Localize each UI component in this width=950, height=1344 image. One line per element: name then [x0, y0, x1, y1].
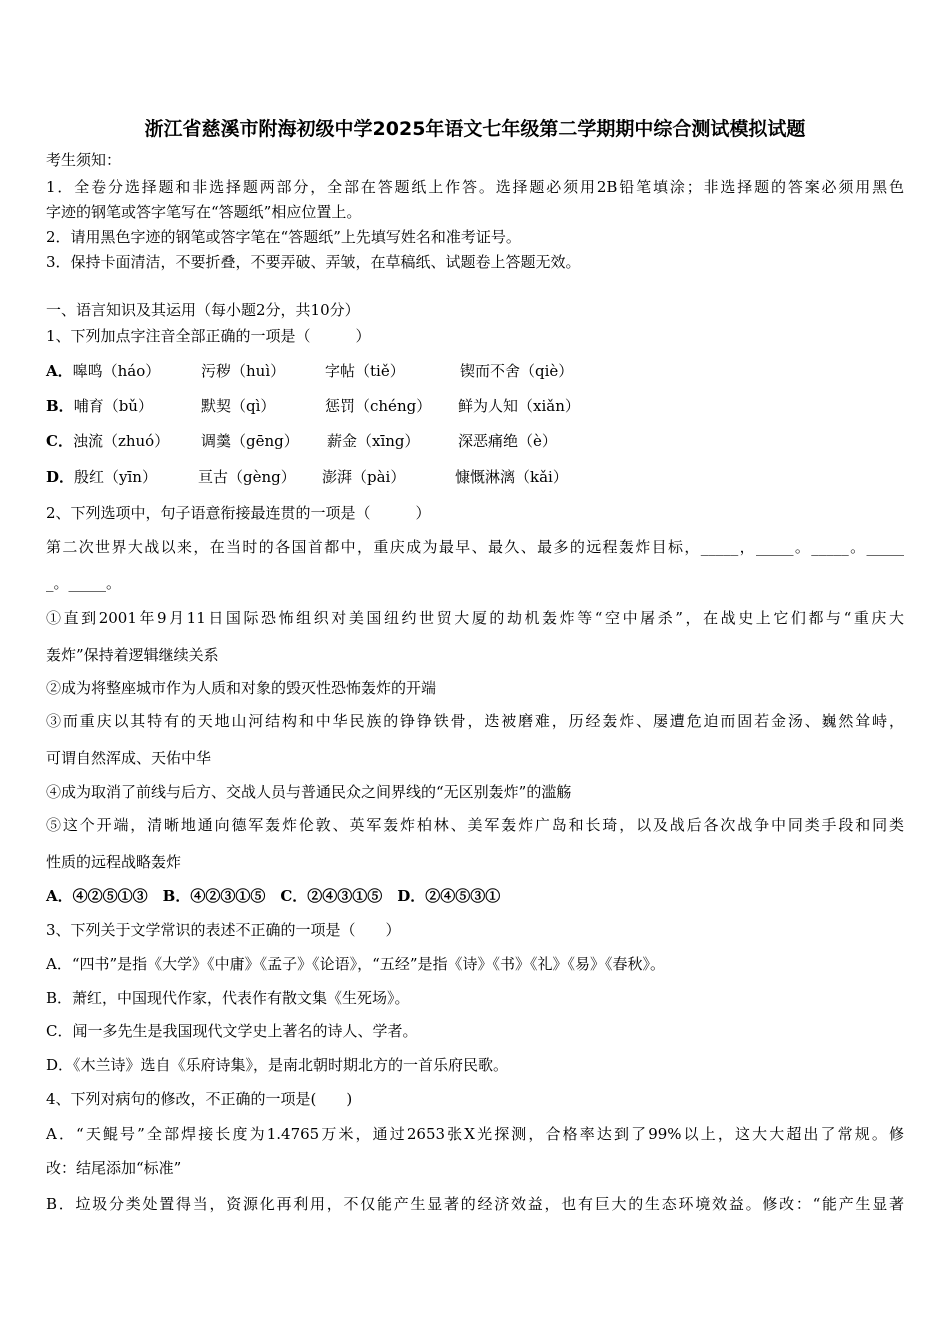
- option-item: 惩罚（chéng）: [325, 397, 432, 415]
- option-c: C．闻一多先生是我国现代文学史上著名的诗人、学者。: [46, 1022, 418, 1040]
- option-item: 殷红（yīn）: [74, 468, 157, 486]
- option-item: 调羹（gēng）: [201, 432, 299, 450]
- question-4-stem: 4、下列对病句的修改，不正确的一项是( ): [46, 1090, 353, 1108]
- sentence-5: ⑤这个开端，清晰地通向德军轰炸伦敦、英军轰炸柏林、美军轰炸广岛和长琦，以及战后各次战争中同类手段和同类: [46, 816, 904, 834]
- sentence-5: 性质的远程战略轰炸: [46, 853, 182, 871]
- option-label: B．: [46, 397, 74, 415]
- question-2-stem: 2、下列选项中，句子语意衔接最连贯的一项是（ ）: [46, 504, 431, 522]
- notice-item: 3．保持卡面清洁，不要折叠，不要弄破、弄皱，在草稿纸、试题卷上答题无效。: [46, 253, 581, 271]
- option-b: B．垃圾分类处置得当，资源化再利用，不仅能产生显著的经济效益，也有巨大的生态环境效益。修改：“能产生显著: [46, 1195, 904, 1213]
- option-item: 默契（qì）: [201, 397, 276, 415]
- option-item: 鲜为人知（xiǎn）: [458, 397, 580, 415]
- option-item: 污秽（huì）: [201, 362, 286, 380]
- option-item: 嗥鸣（háo）: [72, 362, 161, 380]
- notice-item: 1．全卷分选择题和非选择题两部分，全部在答题纸上作答。选择题必须用2B铅笔填涂；非选择题的答案必须用黑色: [46, 178, 904, 196]
- passage-text: _。_____。: [46, 574, 122, 592]
- sentence-2: ②成为将整座城市作为人质和对象的毁灭性恐怖轰炸的开端: [46, 679, 437, 697]
- option-label: A．: [46, 362, 73, 380]
- sentence-1: ①直到2001年9月11日国际恐怖组织对美国纽约世贸大厦的劫机轰炸等“空中屠杀”，在战史上它们都与“重庆大: [46, 609, 904, 627]
- option-item: 深恶痛绝（è）: [458, 432, 557, 450]
- sentence-3: 可谓自然浑成、天佑中华: [46, 749, 212, 767]
- page-title: 浙江省慈溪市附海初级中学2025年语文七年级第二学期期中综合测试模拟试题: [144, 118, 806, 140]
- question-1-stem: 1、下列加点字注音全部正确的一项是（ ）: [46, 327, 371, 345]
- option-item: 薪金（xīng）: [327, 432, 420, 450]
- option-a: A．“天鲲号”全部焊接长度为1.4765万米，通过2653张X光探测，合格率达到了99%以上，这大大超出了常规。修: [46, 1125, 904, 1143]
- notice-item: 字迹的钢笔或答字笔写在“答题纸”相应位置上。: [46, 203, 362, 221]
- question-2-answers: A．④②⑤①③ B．④②③①⑤ C．②④③①⑤ D．②④⑤③①: [46, 887, 501, 905]
- option-item: 慷慨淋漓（kǎi）: [455, 468, 568, 486]
- option-a: 改：结尾添加“标准”: [46, 1159, 182, 1177]
- passage-text: 第二次世界大战以来，在当时的各国首都中，重庆成为最早、最久、最多的远程轰炸目标，_____，_____。_____。_____: [46, 538, 904, 556]
- option-item: 锲而不舍（qiè）: [460, 362, 574, 380]
- option-item: 浊流（zhuó）: [72, 432, 170, 450]
- sentence-3: ③而重庆以其特有的天地山河结构和中华民族的铮铮铁骨，迭被磨难，历经轰炸、屡遭危迫而固若金汤、巍然耸峙，: [46, 712, 904, 730]
- section-heading: 一、语言知识及其运用（每小题2分，共10分）: [46, 301, 360, 319]
- option-item: 亘古（gèng）: [198, 468, 296, 486]
- option-label: C．: [46, 432, 73, 450]
- sentence-4: ④成为取消了前线与后方、交战人员与普通民众之间界线的“无区别轰炸”的滥觞: [46, 783, 572, 801]
- option-b: B．萧红，中国现代作家，代表作有散文集《生死场》。: [46, 989, 410, 1007]
- notice-heading: 考生须知：: [46, 151, 122, 169]
- option-item: 澎湃（pài）: [322, 468, 406, 486]
- option-d: D．《木兰诗》选自《乐府诗集》，是南北朝时期北方的一首乐府民歌。: [46, 1056, 509, 1074]
- question-3-stem: 3、下列关于文学常识的表述不正确的一项是（ ）: [46, 921, 401, 939]
- notice-item: 2．请用黑色字迹的钢笔或答字笔在“答题纸”上先填写姓名和准考证号。: [46, 228, 521, 246]
- option-item: 哺育（bǔ）: [73, 397, 153, 415]
- sentence-1: 轰炸”保持着逻辑继续关系: [46, 646, 219, 664]
- option-label: D．: [46, 468, 75, 486]
- option-a: A．“四书”是指《大学》《中庸》《孟子》《论语》，“五经”是指《诗》《书》《礼》《易》《春秋》。: [46, 955, 666, 973]
- option-item: 字帖（tiě）: [325, 362, 405, 380]
